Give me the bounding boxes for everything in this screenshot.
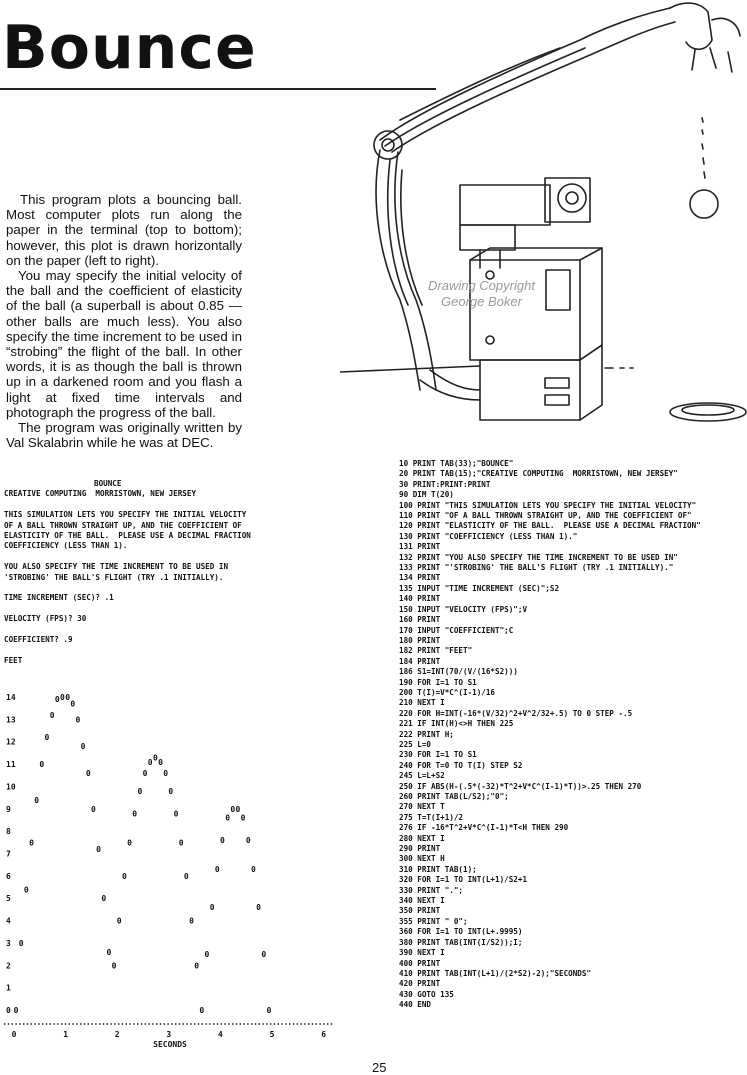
listing-line: 280 NEXT I	[399, 833, 445, 843]
run-text-line: 'STROBING' THE BALL'S FLIGHT (TRY .1 INITIALLY).	[4, 572, 224, 582]
listing-line: 310 PRINT TAB(1);	[399, 864, 477, 874]
y-tick-label: 0	[6, 1006, 11, 1015]
y-tick-label: 11	[6, 760, 16, 770]
drawing-credit	[428, 278, 535, 310]
data-point: 0	[13, 1006, 19, 1015]
data-point: 0	[163, 769, 169, 779]
run-text-line: YOU ALSO SPECIFY THE TIME INCREMENT TO BE USED IN	[4, 562, 229, 572]
listing-line: 90 DIM T(20)	[399, 490, 454, 500]
y-tick-label: 10	[6, 782, 16, 792]
bounce-plot	[0, 685, 345, 1055]
data-point: 0	[173, 809, 179, 819]
listing-line: 250 IF ABS(H-(.5*(-32)*T^2+V*C^(I-1)*T))>.25 THEN 270	[399, 781, 642, 791]
data-point: 0	[34, 795, 40, 805]
data-point: 0	[220, 836, 225, 846]
listing-line: 140 PRINT	[399, 594, 441, 604]
listing-line: 355 PRINT " 0";	[399, 916, 468, 926]
prompt-coefficient: COEFFICIENT? .9	[4, 635, 73, 645]
listing-line: 300 NEXT H	[399, 854, 445, 864]
intro-paragraph: You may specify the initial velocity of the ball and the coefficient of elasticity of the ball (a superball is about 0.85 — other balls are much less). You also specify the time increment to be used in “strobing” the flight of the ball. In other words, it is as though the ball is thrown up in a darkened room and you flash a light at fixed time intervals and photograph the progress of the ball.	[6, 268, 242, 420]
data-point: 0	[60, 693, 65, 702]
listing-line: 276 IF -16*T^2+V*C^(I-1)*T<H THEN 290	[399, 823, 569, 833]
data-point: 0	[137, 786, 143, 796]
x-tick-label: 2	[114, 1030, 120, 1039]
data-point: 0	[147, 757, 153, 767]
listing-line: 275 T=T(I+1)/2	[399, 812, 464, 822]
listing-line: 190 FOR I=1 TO S1	[399, 677, 477, 687]
listing-line: 290 PRINT	[399, 844, 441, 854]
data-point: 0	[49, 710, 55, 720]
run-text-line: ELASTICITY OF THE BALL. PLEASE USE A DECIMAL FRACTION	[4, 531, 251, 541]
listing-line: 110 PRINT "OF A BALL THROWN STRAIGHT UP, AND THE COEFFICIENT OF"	[399, 511, 692, 521]
listing-line: 220 FOR H=INT(-16*(V/32)^2+V^2/32+.5) TO 0 STEP -.5	[399, 708, 633, 718]
y-tick-label: 5	[6, 894, 11, 904]
run-text-line: OF A BALL THROWN STRAIGHT UP, AND THE COEFFICIENT OF	[4, 520, 242, 530]
data-point: 0	[178, 838, 184, 848]
x-tick-label: 6	[321, 1030, 327, 1039]
listing-line: 170 INPUT "COEFFICIENT";C	[399, 625, 514, 635]
page-title: Bounce	[2, 13, 257, 83]
y-tick-label: 3	[6, 938, 11, 948]
data-point: 0	[256, 903, 261, 913]
data-point: 0	[230, 804, 236, 814]
x-tick-label: 3	[166, 1030, 172, 1039]
data-point: 0	[235, 804, 241, 814]
listing-line: 390 NEXT I	[399, 948, 445, 958]
prompt-velocity: VELOCITY (FPS)? 30	[4, 614, 87, 624]
intro-paragraph: This program plots a bouncing ball. Most computer plots run along the paper in the terminal (top to bottom); however, this plot is drawn horizontally on the paper (left to right).	[6, 192, 242, 268]
listing-line: 430 GOTO 135	[399, 989, 454, 999]
run-text-line: COEFFICIENCY (LESS THAN 1).	[4, 541, 128, 551]
listing-line: 225 L=0	[399, 739, 432, 749]
listing-line: 135 INPUT "TIME INCREMENT (SEC)";S2	[399, 583, 560, 593]
intro-paragraph: The program was originally written by Val Skalabrin while he was at DEC.	[6, 420, 242, 451]
data-point: 0	[204, 950, 210, 960]
prompt-time: TIME INCREMENT (SEC)? .1	[4, 593, 114, 603]
credit-line: George Boker	[441, 294, 522, 309]
listing-line: 182 PRINT "FEET"	[399, 646, 473, 656]
y-tick-label: 8	[6, 827, 11, 837]
listing-line: 120 PRINT "ELASTICITY OF THE BALL. PLEASE USE A DECIMAL FRACTION"	[399, 521, 701, 531]
data-point: 0	[240, 813, 246, 823]
y-tick-label: 12	[6, 737, 16, 747]
robot-camera-illustration	[340, 0, 747, 440]
data-point: 0	[127, 838, 132, 848]
listing-line: 270 NEXT T	[399, 802, 445, 812]
listing-line: 400 PRINT	[399, 958, 441, 968]
listing-line: 380 PRINT TAB(INT(I/S2));I;	[399, 937, 523, 947]
data-point: 0	[189, 916, 194, 926]
data-point: 0	[18, 938, 24, 948]
listing-line: 180 PRINT	[399, 635, 441, 645]
data-point: 0	[266, 1006, 272, 1015]
data-point: 0	[44, 733, 50, 743]
data-point: 0	[158, 757, 163, 767]
data-point: 0	[194, 961, 200, 971]
listing-line: 130 PRINT "COEFFICIENCY (LESS THAN 1)."	[399, 531, 578, 541]
run-heading: BOUNCE	[94, 479, 122, 488]
x-tick-label: 0	[11, 1030, 17, 1039]
listing-line: 210 NEXT I	[399, 698, 445, 708]
data-point: 0	[209, 903, 215, 913]
data-point: 0	[214, 865, 220, 875]
data-point: 0	[116, 916, 122, 926]
page-number: 25	[372, 1060, 387, 1075]
listing-line: 245 L=L+S2	[399, 771, 445, 781]
data-point: 0	[96, 845, 101, 855]
data-point: 0	[70, 699, 76, 709]
listing-line: 260 PRINT TAB(L/S2);"0";	[399, 792, 509, 801]
data-point: 0	[132, 809, 138, 819]
data-point: 0	[75, 715, 81, 725]
listing-line: 340 NEXT I	[399, 896, 445, 906]
listing-line: 360 FOR I=1 TO INT(L+.9995)	[399, 927, 523, 937]
x-tick-label: 4	[218, 1030, 223, 1039]
listing-line: 420 PRINT	[399, 979, 441, 989]
y-tick-label: 13	[6, 715, 16, 725]
y-tick-label: 1	[6, 983, 11, 993]
listing-line: 10 PRINT TAB(33);"BOUNCE"	[399, 459, 514, 468]
data-point: 0	[29, 838, 34, 848]
data-point: 0	[111, 961, 117, 971]
listing-line: 131 PRINT	[399, 542, 441, 552]
intro-text	[6, 192, 242, 450]
data-point: 0	[142, 769, 148, 779]
sample-run-output	[4, 479, 334, 666]
listing-line: 222 PRINT H;	[399, 729, 454, 739]
listing-line: 240 FOR T=0 TO T(I) STEP S2	[399, 760, 523, 770]
run-publisher: CREATIVE COMPUTING MORRISTOWN, NEW JERSEY	[4, 489, 197, 499]
x-tick-label: 5	[269, 1030, 275, 1039]
data-point: 0	[106, 947, 112, 957]
credit-line: Drawing Copyright	[428, 278, 535, 293]
listing-line: 150 INPUT "VELOCITY (FPS)";V	[399, 604, 528, 614]
data-point: 0	[23, 885, 29, 895]
run-text-line: THIS SIMULATION LETS YOU SPECIFY THE INITIAL VELOCITY	[4, 510, 247, 520]
data-point: 0	[80, 742, 86, 752]
x-tick-label: 1	[63, 1030, 69, 1039]
data-point: 0	[85, 769, 91, 779]
data-point: 0	[65, 693, 71, 702]
data-point: 0	[183, 871, 189, 881]
data-point: 0	[54, 695, 60, 705]
data-point: 0	[261, 950, 267, 960]
program-listing	[399, 459, 747, 1011]
data-point: 0	[152, 753, 158, 763]
x-axis-label: SECONDS	[153, 1040, 187, 1049]
y-tick-label: 2	[6, 961, 11, 971]
listing-line: 200 T(I)=V*C^(I-1)/16	[399, 687, 496, 697]
y-tick-label: 9	[6, 804, 11, 814]
listing-line: 133 PRINT "'STROBING' THE BALL'S FLIGHT (TRY .1 INITIALLY)."	[399, 563, 674, 573]
y-tick-label: 7	[6, 849, 11, 859]
feet-label: FEET	[4, 655, 23, 665]
listing-line: 134 PRINT	[399, 573, 441, 583]
listing-line: 100 PRINT "THIS SIMULATION LETS YOU SPECIFY THE INITIAL VELOCITY"	[399, 500, 697, 510]
listing-line: 184 PRINT	[399, 656, 441, 666]
listing-line: 230 FOR I=1 TO S1	[399, 750, 477, 760]
data-point: 0	[251, 865, 256, 875]
data-point: 0	[168, 786, 174, 796]
y-tick-label: 14	[6, 693, 16, 702]
data-point: 0	[39, 760, 45, 770]
data-point: 0	[101, 894, 107, 904]
data-point: 0	[199, 1006, 205, 1015]
listing-line: 350 PRINT	[399, 906, 441, 916]
listing-line: 160 PRINT	[399, 615, 441, 625]
y-tick-label: 4	[6, 916, 11, 926]
listing-line: 221 IF INT(H)<>H THEN 225	[399, 719, 514, 729]
listing-line: 186 S1=INT(70/(V/(16*S2)))	[399, 667, 518, 677]
listing-line: 30 PRINT:PRINT:PRINT	[399, 479, 491, 489]
y-tick-label: 6	[6, 871, 11, 881]
data-point: 0	[245, 836, 251, 846]
data-point: 0	[121, 871, 127, 881]
data-point: 0	[225, 813, 231, 823]
listing-line: 330 PRINT ".";	[399, 885, 464, 895]
listing-line: 132 PRINT "YOU ALSO SPECIFY THE TIME INCREMENT TO BE USED IN"	[399, 552, 678, 562]
listing-line: 410 PRINT TAB(INT(L+1)/(2*S2)-2);"SECONDS"	[399, 968, 592, 978]
listing-line: 440 END	[399, 1000, 432, 1010]
data-point: 0	[91, 804, 96, 814]
listing-line: 20 PRINT TAB(15);"CREATIVE COMPUTING MORRISTOWN, NEW JERSEY"	[399, 469, 678, 479]
listing-line: 320 FOR I=1 TO INT(L+1)/S2+1	[399, 875, 528, 885]
